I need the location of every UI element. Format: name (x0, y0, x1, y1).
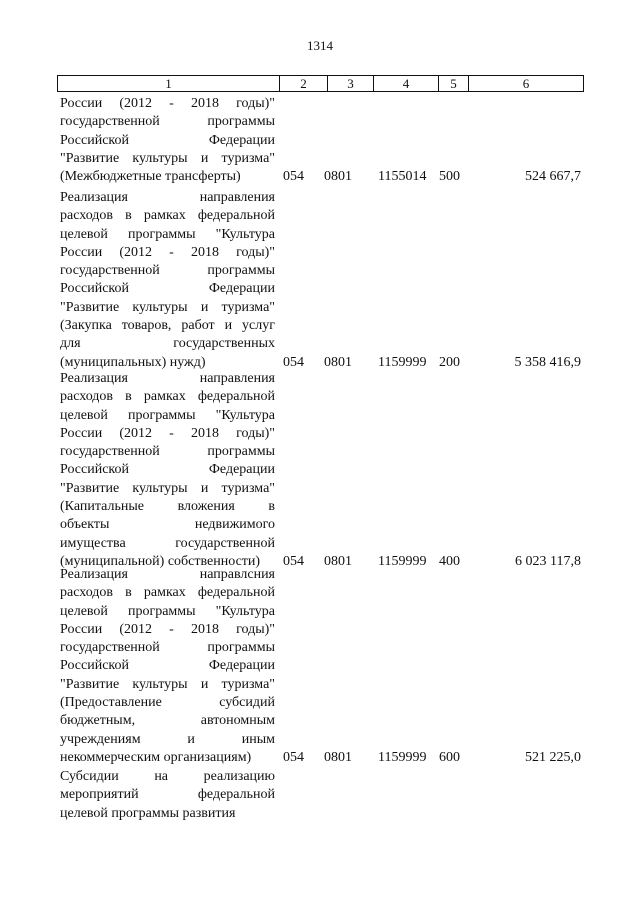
amount-value: 521 225,0 (525, 750, 581, 765)
row-description (60, 189, 275, 372)
target-article-code: 1159999 (378, 354, 427, 370)
description-line: государственной программы (60, 640, 275, 656)
section-code: 0801 (324, 354, 352, 370)
description-line: России (2012 - 2018 годы)" (60, 621, 275, 637)
ministry-code: 054 (283, 750, 304, 765)
description-line: Реализация направления (60, 371, 275, 386)
row-description (60, 370, 275, 571)
description-line: расходов в рамках федеральной (60, 389, 275, 405)
row-description (60, 768, 275, 823)
ministry-code: 054 (283, 554, 304, 569)
amount-value: 5 358 416,9 (514, 354, 581, 370)
description-line: Российской Федерации (60, 658, 275, 674)
description-line: Субсидии на реализацию (60, 769, 275, 784)
header-col-1: 1 (165, 76, 172, 91)
description-line: Реализация направления (60, 190, 275, 205)
ministry-code: 054 (283, 354, 304, 370)
description-line: (Межбюджетные трансферты) (60, 169, 241, 185)
description-line: "Развитие культуры и туризма" (60, 150, 275, 166)
description-line: объекты недвижимого (60, 517, 275, 533)
description-line: (Закупка товаров, работ и услуг (60, 318, 275, 334)
description-line: бюджетным, автономным (60, 713, 275, 729)
description-line: (муниципальной) собственности) (60, 553, 261, 569)
expense-type-code: 600 (439, 750, 460, 765)
page-number: 1314 (307, 38, 333, 53)
description-line: для государственных (60, 336, 275, 352)
description-line: России (2012 - 2018 годы)" (60, 244, 275, 260)
description-line: расходов в рамках федеральной (60, 208, 275, 224)
row-description (60, 566, 275, 767)
description-line: целевой программы "Культура (60, 226, 275, 242)
target-article-code: 1159999 (378, 750, 427, 765)
description-line: целевой программы "Культура (60, 407, 275, 423)
description-line: Реализация направлсния (60, 567, 275, 582)
description-line: Российской Федерации (60, 462, 275, 478)
description-line: имущества государственной (60, 535, 275, 551)
amount-value: 524 667,7 (525, 169, 581, 185)
description-line: государственной программы (60, 114, 275, 130)
description-line: России (2012 - 2018 годы)" (60, 425, 275, 441)
description-line: "Развитие культуры и туризма" (60, 299, 275, 315)
expense-type-code: 500 (439, 169, 460, 185)
description-line: учреждениям и иным (60, 731, 275, 747)
description-line: Российской Федерации (60, 281, 275, 297)
description-line: (Капитальные вложения в (60, 499, 275, 515)
section-code: 0801 (324, 750, 352, 765)
target-article-code: 1159999 (378, 554, 427, 569)
header-col-5: 5 (438, 76, 468, 91)
section-code: 0801 (324, 169, 352, 185)
description-line: расходов в рамках федеральной (60, 585, 275, 601)
description-line: "Развитие культуры и туризма" (60, 480, 275, 496)
description-line: некоммерческим организациям) (60, 749, 252, 765)
header-col-6: 6 (468, 76, 583, 91)
table-header-row (57, 75, 584, 92)
description-line: "Развитие культуры и туризма" (60, 676, 275, 692)
ministry-code: 054 (283, 169, 304, 185)
description-line: государственной программы (60, 444, 275, 460)
header-col-4: 4 (373, 76, 438, 91)
row-description (60, 95, 275, 186)
header-col-2: 2 (279, 76, 327, 91)
description-line: мероприятий федеральной (60, 787, 275, 803)
amount-value: 6 023 117,8 (515, 554, 581, 569)
description-line: России (2012 - 2018 годы)" (60, 96, 275, 111)
expense-type-code: 200 (439, 354, 460, 370)
description-line: целевой программы "Культура (60, 603, 275, 619)
description-line: целевой программы развития (60, 805, 236, 821)
description-line: государственной программы (60, 263, 275, 279)
description-line: Российской Федерации (60, 132, 275, 148)
header-col-3: 3 (327, 76, 373, 91)
description-line: (Предоставление субсидий (60, 695, 275, 711)
description-line: (муниципальных) нужд) (60, 354, 206, 370)
expense-type-code: 400 (439, 554, 460, 569)
section-code: 0801 (324, 554, 352, 569)
target-article-code: 1155014 (378, 169, 427, 185)
